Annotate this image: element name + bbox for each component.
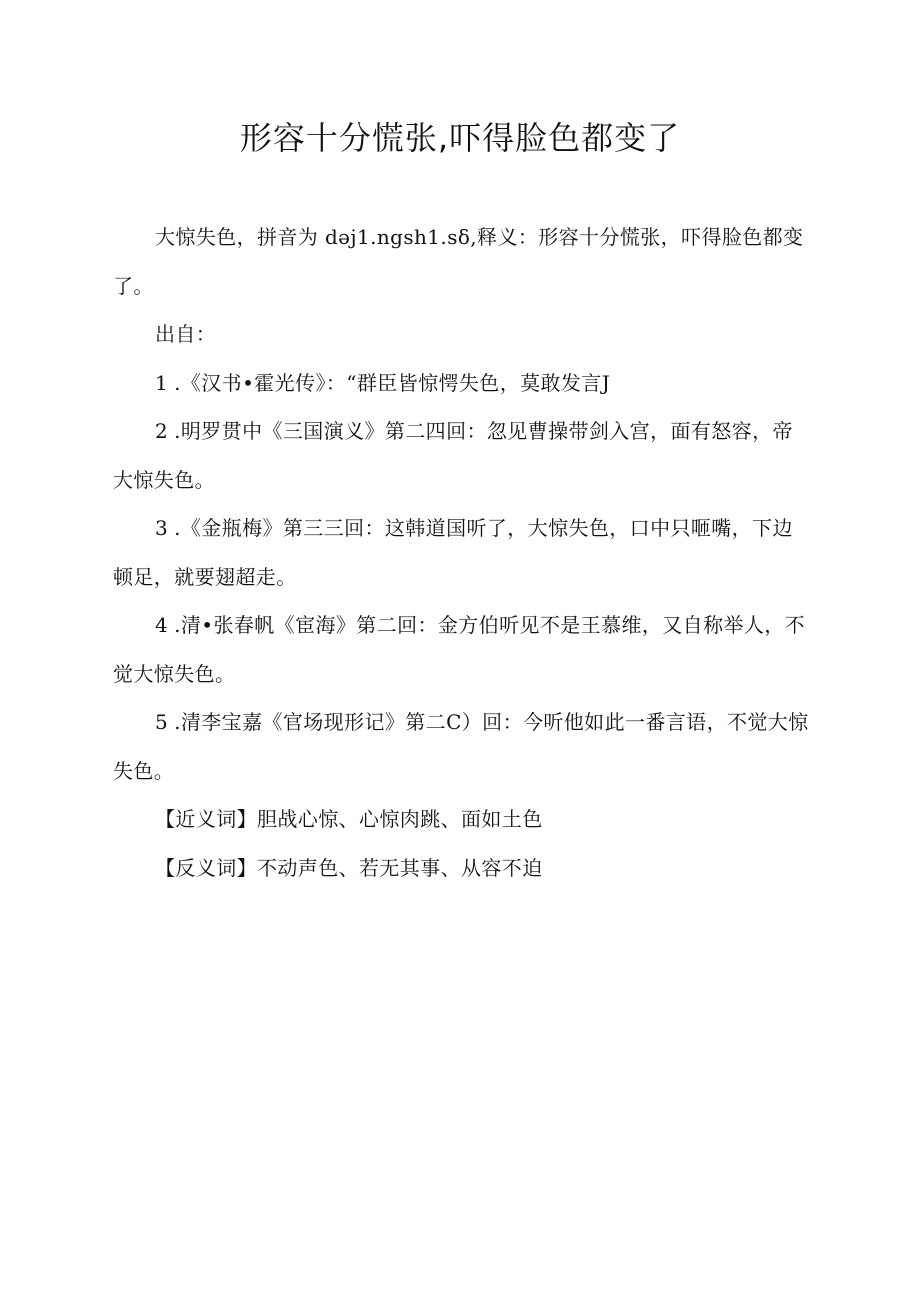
intro-paragraph: 大惊失色，拼音为 dəj1.ngsh1.sδ,释义：形容十分慌张，吓得脸色都变了。 xyxy=(113,225,804,298)
source-number: 3 xyxy=(155,516,169,540)
document-title: 形容十分慌张,吓得脸色都变了 xyxy=(239,119,681,157)
source-text: .明罗贯中《三国演义》第二四回：忽见曹操带剑入宫，面有怒容，帝大惊失色。 xyxy=(113,419,793,492)
synonyms-line: 【近义词】胆战心惊、心惊肉跳、面如土色 xyxy=(155,807,543,831)
source-text: .清李宝嘉《官场现形记》第二C）回：今听他如此一番言语，不觉大惊失色。 xyxy=(113,710,809,783)
source-label: 出自： xyxy=(155,322,217,346)
source-text: .《汉书•霍光传》：“群臣皆惊愕失色，莫敢发言J xyxy=(174,370,611,395)
source-number: 2 xyxy=(155,419,169,443)
source-item-1 xyxy=(113,359,809,408)
source-text: .清•张春帆《宦海》第二回：金方伯听见不是王慕维，又自称举人，不觉大惊失色。 xyxy=(113,613,806,686)
source-number: 4 xyxy=(155,613,169,637)
antonyms-line: 【反义词】不动声色、若无其事、从容不迫 xyxy=(155,855,543,880)
source-number: 5 xyxy=(155,710,169,734)
source-item-2 xyxy=(113,407,809,504)
source-item-4 xyxy=(113,601,809,698)
source-item-3 xyxy=(113,504,809,601)
document-body xyxy=(113,213,809,892)
source-text: .《金瓶梅》第三三回：这韩道国听了，大惊失色，口中只咂嘴，下边顿足，就要翅超走。 xyxy=(113,516,793,589)
source-number: 1 xyxy=(155,370,169,395)
source-item-5 xyxy=(113,698,809,795)
